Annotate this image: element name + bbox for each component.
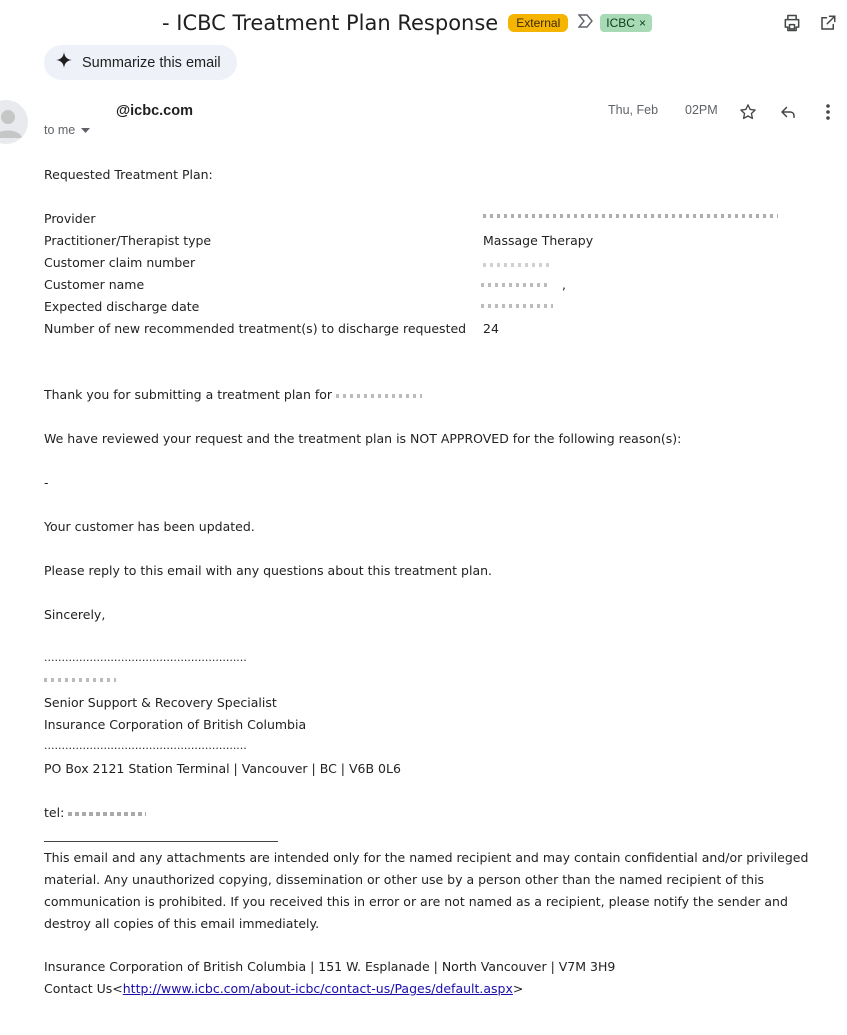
footer-address: Insurance Corporation of British Columbia | 151 W. Esplanade | North Vancouver | V7M 3H9 [44, 959, 616, 974]
customer-updated-text: Your customer has been updated. [44, 519, 255, 534]
redacted-signature-name [44, 678, 116, 682]
recipient-details[interactable] [44, 123, 90, 137]
redacted-customer [336, 394, 422, 398]
field-label-discharge-date: Expected discharge date [44, 299, 200, 314]
reason-text: - [44, 475, 49, 490]
field-value-therapist-type: Massage Therapy [483, 233, 594, 248]
open-in-new-icon[interactable] [817, 12, 839, 34]
field-value-treatments-requested: 24 [483, 321, 499, 336]
subject-row [44, 8, 652, 38]
thank-you-text [44, 387, 422, 402]
signature-address: PO Box 2121 Station Terminal | Vancouver | BC | V6B 0L6 [44, 761, 401, 776]
redacted-customer-name [481, 283, 551, 287]
contact-suffix: > [512, 981, 524, 996]
signature-phone [44, 805, 146, 820]
person-icon [0, 100, 28, 144]
redacted-claim-number [483, 263, 549, 267]
external-badge: External [508, 14, 568, 32]
email-subject: - ICBC Treatment Plan Response [162, 11, 499, 35]
thank-you-line: Thank you for submitting a treatment plan for [44, 387, 333, 402]
chevron-down-icon [81, 123, 90, 137]
more-vert-icon[interactable] [816, 100, 840, 124]
label-chip-text: ICBC [606, 16, 635, 30]
star-icon[interactable] [736, 100, 760, 124]
signature-divider-bottom: .......................................................... [44, 739, 247, 752]
summarize-email-button[interactable] [44, 45, 237, 80]
print-icon[interactable] [781, 12, 803, 34]
field-label-customer-name: Customer name [44, 277, 145, 292]
disclaimer-divider [44, 841, 278, 842]
contact-us-line [44, 981, 523, 996]
remove-label-icon[interactable]: × [638, 16, 646, 30]
to-me-label: to me [44, 123, 76, 137]
confidentiality-disclaimer: This email and any attachments are intended only for the named recipient and may contain confidential and/or privileged material. Any unauthorized copying, dissemination or other use by a person other than the named recipient of this communication is prohibited. If you received this in error or are not named as a recipient, please notify the sender and destroy all copies of this email immediately. [44, 850, 809, 931]
field-label-treatments-requested: Number of new recommended treatment(s) to discharge requested [44, 321, 467, 336]
redacted-phone [68, 812, 146, 816]
signature-title: Senior Support & Recovery Specialist [44, 695, 277, 710]
redacted-provider [483, 214, 778, 218]
contact-prefix: Contact Us< [44, 981, 123, 996]
intro-text: Requested Treatment Plan: [44, 167, 213, 182]
phone-label: tel: [44, 805, 65, 820]
email-date [608, 103, 718, 117]
label-arrow-icon [578, 14, 594, 32]
redacted-discharge-date [481, 304, 553, 308]
field-label-claim-number: Customer claim number [44, 255, 196, 270]
signature-divider-top: .......................................................... [44, 651, 247, 664]
field-label-therapist-type: Practitioner/Therapist type [44, 233, 212, 248]
avatar[interactable] [0, 100, 28, 144]
field-label-provider: Provider [44, 211, 96, 226]
summarize-label: Summarize this email [82, 54, 221, 71]
reply-instructions-text: Please reply to this email with any questions about this treatment plan. [44, 563, 493, 578]
signature-organization: Insurance Corporation of British Columbia [44, 717, 307, 732]
field-value-customer-name: , [562, 277, 566, 292]
review-result-text: We have reviewed your request and the treatment plan is NOT APPROVED for the following reason(s): [44, 431, 682, 446]
redacted-subject-prefix [44, 11, 162, 35]
redacted-sender [44, 101, 116, 115]
contact-us-link[interactable]: http://www.icbc.com/about-icbc/contact-us/Pages/default.aspx [122, 981, 513, 996]
sender-email[interactable] [44, 101, 193, 119]
sincerely-text: Sincerely, [44, 607, 106, 622]
date-text: Thu, Feb [608, 103, 659, 117]
label-chip-icbc[interactable] [600, 14, 652, 32]
sparkle-icon [56, 52, 72, 73]
reply-icon[interactable] [776, 100, 800, 124]
sender-domain: @icbc.com [116, 103, 193, 119]
time-text: 02PM [685, 103, 718, 117]
